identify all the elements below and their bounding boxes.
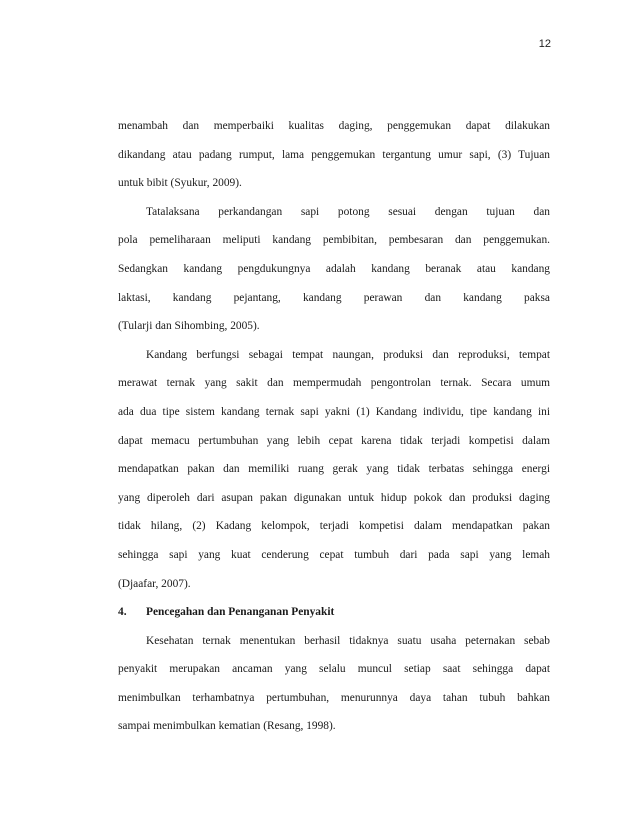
text-line: dapat memacu pertumbuhan yang lebih cepat karena tidak terjadi kompetisi dalam [118, 434, 550, 447]
paragraph-start-line: Kandang berfungsi sebagai tempat naungan, produksi dan reproduksi, tempat [146, 348, 550, 361]
section-heading-title: Pencegahan dan Penanganan Penyakit [146, 606, 335, 619]
text-line: sehingga sapi yang kuat cenderung cepat tumbuh dari pada sapi yang lemah [118, 548, 550, 561]
text-line: menambah dan memperbaiki kualitas daging, penggemukan dapat dilakukan [118, 120, 550, 132]
text-line: laktasi, kandang pejantang, kandang perawan dan kandang paksa [118, 291, 550, 304]
text-line: (Tularji dan Sihombing, 2005). [118, 320, 260, 333]
text-line: ada dua tipe sistem kandang ternak sapi yakni (1) Kandang individu, tipe kandang ini [118, 405, 550, 418]
text-line: mendapatkan pakan dan memiliki ruang gerak yang tidak terbatas sehingga energi [118, 463, 550, 476]
paragraph-start-line: Tatalaksana perkandangan sapi potong sesuai dengan tujuan dan [146, 205, 550, 218]
text-line: pola pemeliharaan meliputi kandang pembibitan, pembesaran dan penggemukan. [118, 234, 550, 247]
text-line: penyakit merupakan ancaman yang selalu muncul setiap saat sehingga dapat [118, 663, 550, 676]
text-line: menimbulkan terhambatnya pertumbuhan, menurunnya daya tahan tubuh bahkan [118, 691, 550, 704]
text-line: (Djaafar, 2007). [118, 577, 191, 590]
document-body [118, 119, 550, 748]
section-heading [118, 605, 550, 634]
page-number: 12 [538, 38, 551, 50]
section-heading-number: 4. [118, 606, 127, 619]
text-line: merawat ternak yang sakit dan mempermudah pengontrolan ternak. Secara umum [118, 377, 550, 390]
text-line: Sedangkan kandang pengdukungnya adalah kandang beranak atau kandang [118, 262, 550, 275]
text-line: untuk bibit (Syukur, 2009). [118, 177, 242, 190]
text-line: yang diperoleh dari asupan pakan digunakan untuk hidup pokok dan produksi daging [118, 491, 550, 504]
text-line: tidak hilang, (2) Kadang kelompok, terjadi kompetisi dalam mendapatkan pakan [118, 520, 550, 533]
paragraph-start-line: Kesehatan ternak menentukan berhasil tidaknya suatu usaha peternakan sebab [146, 634, 550, 647]
text-line: dikandang atau padang rumput, lama penggemukan tergantung umur sapi, (3) Tujuan [118, 148, 550, 161]
text-line: sampai menimbulkan kematian (Resang, 1998). [118, 720, 336, 733]
